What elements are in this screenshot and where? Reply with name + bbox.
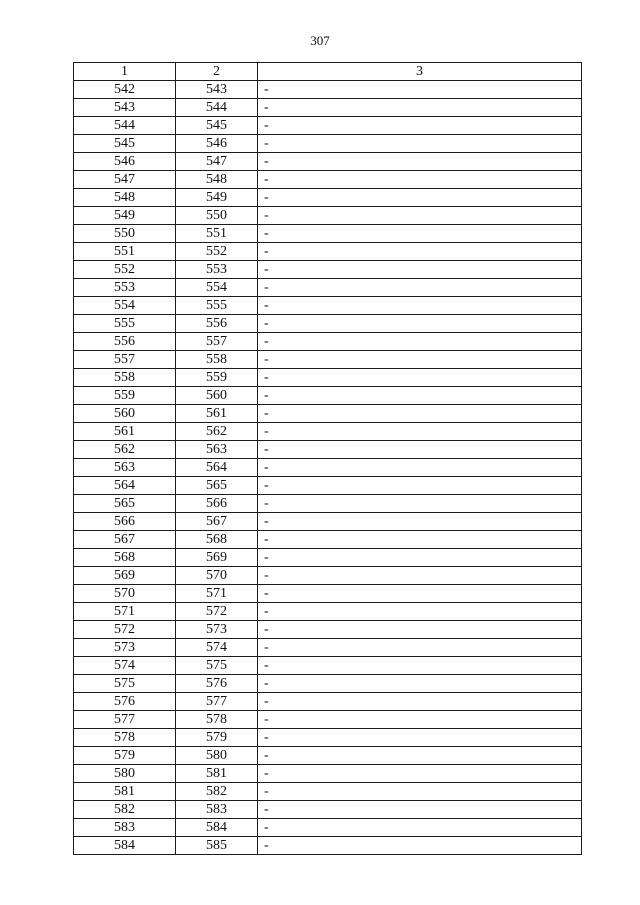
table-row xyxy=(74,531,582,549)
cell-col-2: 543 xyxy=(176,81,258,99)
header-row xyxy=(74,63,582,81)
cell-col-2: 562 xyxy=(176,423,258,441)
table-row xyxy=(74,747,582,765)
cell-col-3: - xyxy=(258,567,582,585)
cell-col-3: - xyxy=(258,657,582,675)
data-table xyxy=(73,62,582,855)
cell-col-2: 555 xyxy=(176,297,258,315)
cell-col-2: 558 xyxy=(176,351,258,369)
table-row xyxy=(74,621,582,639)
table-row xyxy=(74,135,582,153)
cell-col-3: - xyxy=(258,801,582,819)
table-body xyxy=(74,81,582,855)
cell-col-2: 573 xyxy=(176,621,258,639)
cell-col-2: 567 xyxy=(176,513,258,531)
cell-col-2: 582 xyxy=(176,783,258,801)
table-row xyxy=(74,81,582,99)
cell-col-1: 547 xyxy=(74,171,176,189)
cell-col-1: 572 xyxy=(74,621,176,639)
cell-col-2: 576 xyxy=(176,675,258,693)
cell-col-1: 575 xyxy=(74,675,176,693)
table-row xyxy=(74,567,582,585)
cell-col-1: 577 xyxy=(74,711,176,729)
cell-col-1: 556 xyxy=(74,333,176,351)
cell-col-2: 544 xyxy=(176,99,258,117)
cell-col-2: 546 xyxy=(176,135,258,153)
cell-col-1: 562 xyxy=(74,441,176,459)
table-row xyxy=(74,711,582,729)
cell-col-1: 553 xyxy=(74,279,176,297)
cell-col-2: 574 xyxy=(176,639,258,657)
cell-col-3: - xyxy=(258,297,582,315)
table-row xyxy=(74,153,582,171)
cell-col-3: - xyxy=(258,837,582,855)
cell-col-3: - xyxy=(258,279,582,297)
cell-col-1: 544 xyxy=(74,117,176,135)
table-row xyxy=(74,549,582,567)
table-row xyxy=(74,765,582,783)
table-row xyxy=(74,171,582,189)
cell-col-2: 559 xyxy=(176,369,258,387)
cell-col-2: 585 xyxy=(176,837,258,855)
table-row xyxy=(74,387,582,405)
table-row xyxy=(74,837,582,855)
cell-col-3: - xyxy=(258,639,582,657)
cell-col-3: - xyxy=(258,513,582,531)
table-row xyxy=(74,819,582,837)
cell-col-3: - xyxy=(258,423,582,441)
cell-col-1: 554 xyxy=(74,297,176,315)
cell-col-3: - xyxy=(258,495,582,513)
cell-col-1: 560 xyxy=(74,405,176,423)
table-row xyxy=(74,729,582,747)
cell-col-2: 565 xyxy=(176,477,258,495)
cell-col-2: 584 xyxy=(176,819,258,837)
cell-col-3: - xyxy=(258,765,582,783)
cell-col-1: 568 xyxy=(74,549,176,567)
cell-col-2: 572 xyxy=(176,603,258,621)
cell-col-1: 574 xyxy=(74,657,176,675)
table-row xyxy=(74,459,582,477)
cell-col-3: - xyxy=(258,207,582,225)
cell-col-2: 563 xyxy=(176,441,258,459)
cell-col-1: 557 xyxy=(74,351,176,369)
cell-col-2: 557 xyxy=(176,333,258,351)
cell-col-1: 578 xyxy=(74,729,176,747)
table-row xyxy=(74,801,582,819)
cell-col-2: 548 xyxy=(176,171,258,189)
cell-col-3: - xyxy=(258,315,582,333)
cell-col-2: 570 xyxy=(176,567,258,585)
cell-col-2: 581 xyxy=(176,765,258,783)
cell-col-1: 559 xyxy=(74,387,176,405)
table-row xyxy=(74,405,582,423)
table-header xyxy=(74,63,582,81)
table-row xyxy=(74,585,582,603)
cell-col-2: 564 xyxy=(176,459,258,477)
cell-col-3: - xyxy=(258,189,582,207)
cell-col-1: 542 xyxy=(74,81,176,99)
cell-col-1: 550 xyxy=(74,225,176,243)
cell-col-2: 579 xyxy=(176,729,258,747)
table-row xyxy=(74,189,582,207)
table-row xyxy=(74,297,582,315)
cell-col-1: 583 xyxy=(74,819,176,837)
cell-col-3: - xyxy=(258,711,582,729)
cell-col-1: 563 xyxy=(74,459,176,477)
cell-col-1: 555 xyxy=(74,315,176,333)
table-row xyxy=(74,99,582,117)
cell-col-3: - xyxy=(258,729,582,747)
cell-col-1: 558 xyxy=(74,369,176,387)
cell-col-3: - xyxy=(258,405,582,423)
cell-col-1: 546 xyxy=(74,153,176,171)
table-row xyxy=(74,225,582,243)
cell-col-3: - xyxy=(258,783,582,801)
cell-col-1: 551 xyxy=(74,243,176,261)
cell-col-2: 578 xyxy=(176,711,258,729)
cell-col-1: 569 xyxy=(74,567,176,585)
table-row xyxy=(74,279,582,297)
cell-col-1: 580 xyxy=(74,765,176,783)
cell-col-2: 561 xyxy=(176,405,258,423)
cell-col-2: 560 xyxy=(176,387,258,405)
cell-col-3: - xyxy=(258,99,582,117)
table-row xyxy=(74,693,582,711)
cell-col-1: 564 xyxy=(74,477,176,495)
cell-col-1: 579 xyxy=(74,747,176,765)
cell-col-1: 584 xyxy=(74,837,176,855)
table-row xyxy=(74,261,582,279)
cell-col-2: 547 xyxy=(176,153,258,171)
cell-col-3: - xyxy=(258,369,582,387)
cell-col-3: - xyxy=(258,531,582,549)
cell-col-3: - xyxy=(258,621,582,639)
cell-col-1: 567 xyxy=(74,531,176,549)
cell-col-1: 570 xyxy=(74,585,176,603)
table-row xyxy=(74,477,582,495)
cell-col-2: 553 xyxy=(176,261,258,279)
cell-col-2: 568 xyxy=(176,531,258,549)
cell-col-1: 571 xyxy=(74,603,176,621)
cell-col-1: 545 xyxy=(74,135,176,153)
cell-col-1: 561 xyxy=(74,423,176,441)
cell-col-2: 551 xyxy=(176,225,258,243)
cell-col-3: - xyxy=(258,675,582,693)
table-row xyxy=(74,657,582,675)
cell-col-2: 577 xyxy=(176,693,258,711)
cell-col-3: - xyxy=(258,243,582,261)
table-row xyxy=(74,441,582,459)
cell-col-3: - xyxy=(258,81,582,99)
table-row xyxy=(74,675,582,693)
table-row xyxy=(74,117,582,135)
column-header-1: 1 xyxy=(74,63,176,81)
cell-col-3: - xyxy=(258,441,582,459)
cell-col-1: 582 xyxy=(74,801,176,819)
cell-col-1: 565 xyxy=(74,495,176,513)
table-row xyxy=(74,783,582,801)
cell-col-3: - xyxy=(258,171,582,189)
cell-col-1: 548 xyxy=(74,189,176,207)
cell-col-2: 545 xyxy=(176,117,258,135)
cell-col-3: - xyxy=(258,117,582,135)
cell-col-3: - xyxy=(258,135,582,153)
cell-col-1: 573 xyxy=(74,639,176,657)
cell-col-2: 583 xyxy=(176,801,258,819)
cell-col-3: - xyxy=(258,477,582,495)
table-row xyxy=(74,603,582,621)
cell-col-2: 550 xyxy=(176,207,258,225)
table-row xyxy=(74,423,582,441)
cell-col-1: 549 xyxy=(74,207,176,225)
page-number: 307 xyxy=(310,33,330,48)
cell-col-3: - xyxy=(258,693,582,711)
column-header-3: 3 xyxy=(258,63,582,81)
cell-col-2: 552 xyxy=(176,243,258,261)
cell-col-3: - xyxy=(258,387,582,405)
table-row xyxy=(74,639,582,657)
cell-col-3: - xyxy=(258,459,582,477)
table-row xyxy=(74,369,582,387)
cell-col-1: 581 xyxy=(74,783,176,801)
cell-col-3: - xyxy=(258,225,582,243)
cell-col-3: - xyxy=(258,153,582,171)
cell-col-3: - xyxy=(258,819,582,837)
cell-col-3: - xyxy=(258,585,582,603)
cell-col-3: - xyxy=(258,333,582,351)
cell-col-1: 543 xyxy=(74,99,176,117)
cell-col-3: - xyxy=(258,603,582,621)
table-row xyxy=(74,333,582,351)
cell-col-3: - xyxy=(258,351,582,369)
table-row xyxy=(74,513,582,531)
cell-col-1: 566 xyxy=(74,513,176,531)
cell-col-2: 566 xyxy=(176,495,258,513)
table-row xyxy=(74,315,582,333)
table-row xyxy=(74,243,582,261)
table-row xyxy=(74,351,582,369)
cell-col-3: - xyxy=(258,549,582,567)
cell-col-3: - xyxy=(258,261,582,279)
cell-col-3: - xyxy=(258,747,582,765)
cell-col-2: 571 xyxy=(176,585,258,603)
cell-col-2: 549 xyxy=(176,189,258,207)
cell-col-2: 569 xyxy=(176,549,258,567)
cell-col-2: 554 xyxy=(176,279,258,297)
column-header-2: 2 xyxy=(176,63,258,81)
table-row xyxy=(74,207,582,225)
table-row xyxy=(74,495,582,513)
cell-col-1: 576 xyxy=(74,693,176,711)
cell-col-2: 580 xyxy=(176,747,258,765)
cell-col-1: 552 xyxy=(74,261,176,279)
cell-col-2: 556 xyxy=(176,315,258,333)
cell-col-2: 575 xyxy=(176,657,258,675)
